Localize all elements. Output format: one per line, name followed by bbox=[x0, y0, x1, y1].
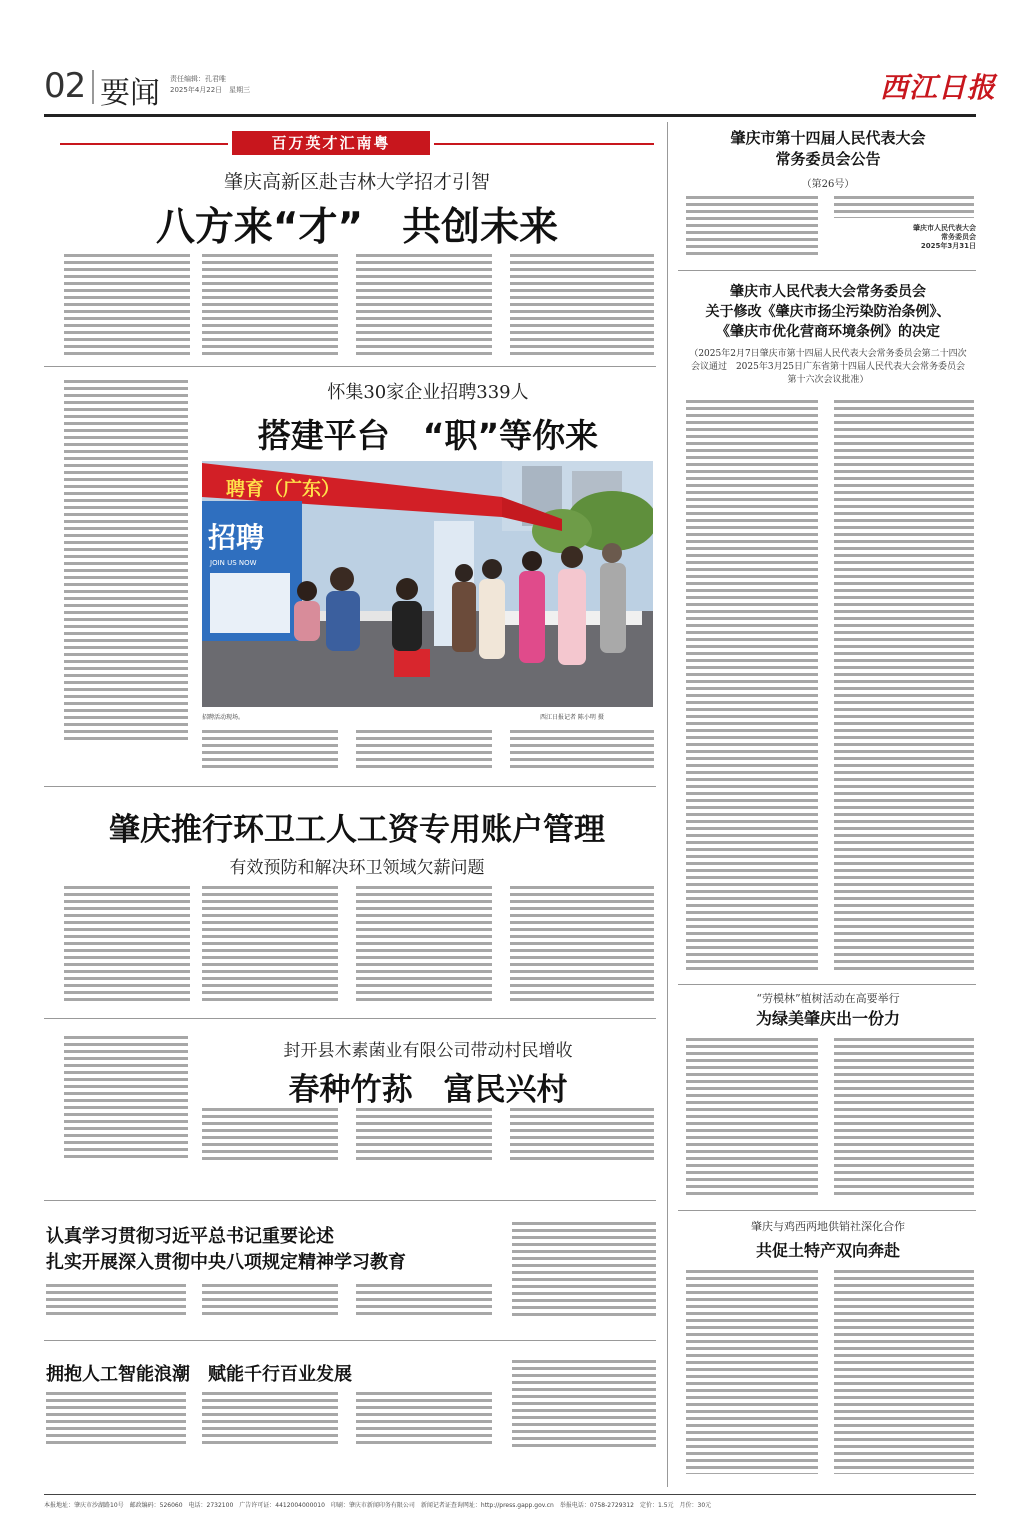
decision-title-line1: 肇庆市人民代表大会常务委员会 bbox=[730, 284, 926, 300]
bamboo-headline: 春种竹荪 富民兴村 bbox=[288, 1072, 568, 1108]
notice-number: （第26号） bbox=[801, 179, 855, 190]
jobs-body-col4 bbox=[510, 730, 654, 772]
notice-sign-line1: 肇庆市人民代表大会 bbox=[913, 224, 976, 232]
coop-body-col2 bbox=[834, 1270, 974, 1474]
volunteer-body-col1 bbox=[686, 1038, 818, 1196]
volunteer-headline: 为绿美肇庆出一份力 bbox=[755, 1009, 900, 1028]
volunteer-kicker: “劳模林”植树活动在高要举行 bbox=[756, 992, 900, 1005]
ai-body-col2 bbox=[202, 1392, 338, 1448]
edition-meta bbox=[170, 74, 250, 96]
study-headline-line1: 认真学习贯彻习近平总书记重要论述 bbox=[46, 1226, 334, 1247]
study-body-col4 bbox=[512, 1222, 656, 1318]
notice-sign-date: 2025年3月31日 bbox=[920, 242, 976, 250]
talent-body-col3 bbox=[356, 254, 492, 358]
right-column-divider bbox=[667, 122, 668, 1487]
bamboo-kicker: 封开县木素菌业有限公司带动村民增收 bbox=[283, 1041, 573, 1061]
decision-body-col1 bbox=[686, 400, 818, 970]
notice-title bbox=[678, 128, 978, 170]
talent-banner: 百万英才汇南粤 bbox=[232, 131, 430, 155]
bamboo-body-col1 bbox=[64, 1036, 188, 1162]
notice-rule bbox=[678, 270, 976, 271]
study-headline-line2: 扎实开展深入贯彻中央八项规定精神学习教育 bbox=[46, 1252, 406, 1273]
editor-line: 责任编辑：孔君唯 bbox=[170, 75, 226, 83]
decision-body-col2 bbox=[834, 400, 974, 970]
decision-note: （2025年2月7日肇庆市第十四届人民代表大会常务委员会第二十四次会议通过 2025年3月25日广东省第十四届人民代表大会常务委员会第十六次会议批准） bbox=[689, 349, 967, 385]
sanitation-body-col4 bbox=[510, 886, 654, 1004]
talent-body-col2 bbox=[202, 254, 338, 358]
banner-rule-right bbox=[434, 143, 654, 145]
notice-signature bbox=[880, 224, 976, 251]
job-fair-photo bbox=[202, 461, 653, 707]
notice-body-col2 bbox=[834, 196, 974, 218]
bamboo-body-col4 bbox=[510, 1108, 654, 1162]
footer-rule bbox=[44, 1494, 976, 1495]
notice-title-line2: 常务委员会公告 bbox=[775, 150, 881, 168]
sanitation-subhead: 有效预防和解决环卫领域欠薪问题 bbox=[229, 858, 485, 878]
notice-sign-line2: 常务委员会 bbox=[941, 233, 976, 241]
study-body-col2 bbox=[202, 1284, 338, 1318]
jobs-body-col1 bbox=[64, 380, 188, 740]
sanitation-body-col1 bbox=[64, 886, 190, 1004]
talent-body-col4 bbox=[510, 254, 654, 358]
recruit-sign-text: 招聘 bbox=[208, 521, 265, 554]
bamboo-story-rule bbox=[44, 1200, 656, 1201]
decision-rule bbox=[678, 984, 976, 985]
bamboo-body-col3 bbox=[356, 1108, 492, 1162]
coop-body-col1 bbox=[686, 1270, 818, 1474]
jobs-kicker: 怀集30家企业招聘339人 bbox=[327, 382, 529, 403]
study-body-col3 bbox=[356, 1284, 492, 1318]
photo-credit: 西江日报记者 陈小明 摄 bbox=[540, 714, 604, 721]
talent-kicker: 肇庆高新区赴吉林大学招才引智 bbox=[223, 171, 490, 193]
footer-info: 本报地址：肇庆市沙湖路10号 邮政编码：526060 电话：2732100 广告许可证：4412004000010 印刷：肇庆市新闻印务有限公司 新闻记者证查询网址：http://press.gapp.gov.cn 举报电话：0758-2729312 定价：1.5元 月价：30元 bbox=[44, 1502, 712, 1509]
masthead-rule bbox=[44, 114, 976, 117]
study-body-col1 bbox=[46, 1284, 186, 1318]
sanitation-headline: 肇庆推行环卫工人工资专用账户管理 bbox=[109, 812, 605, 848]
tent-banner-text: 聘育（广东） bbox=[226, 478, 341, 500]
decision-title-line2: 关于修改《肇庆市扬尘污染防治条例》、 bbox=[705, 304, 951, 320]
banner-rule-left bbox=[60, 143, 228, 145]
volunteer-rule bbox=[678, 1210, 976, 1211]
decision-title bbox=[678, 282, 978, 342]
talent-story-rule bbox=[44, 366, 656, 367]
section-title: 要闻 bbox=[100, 76, 160, 111]
jobs-story-rule bbox=[44, 786, 656, 787]
ai-headline: 拥抱人工智能浪潮 赋能千行百业发展 bbox=[46, 1364, 352, 1385]
page-number: 02 bbox=[44, 66, 86, 106]
notice-body-col1 bbox=[686, 196, 818, 256]
sanitation-body-col2 bbox=[202, 886, 338, 1004]
ai-body-col3 bbox=[356, 1392, 492, 1448]
job-fair-scene bbox=[202, 461, 653, 707]
talent-headline: 八方来“才” 共创未来 bbox=[155, 205, 559, 250]
photo-caption: 招聘活动现场。 bbox=[202, 714, 245, 721]
notice-title-line1: 肇庆市第十四届人民代表大会 bbox=[730, 129, 926, 147]
newspaper-logo: 西江日报 bbox=[880, 71, 997, 104]
volunteer-body-col2 bbox=[834, 1038, 974, 1196]
jobs-body-col3 bbox=[356, 730, 492, 772]
bamboo-body-col2 bbox=[202, 1108, 338, 1162]
sanitation-body-col3 bbox=[356, 886, 492, 1004]
coop-kicker: 肇庆与鸡西两地供销社深化合作 bbox=[751, 1220, 905, 1233]
talent-body-col1 bbox=[64, 254, 190, 358]
page-number-divider bbox=[92, 70, 94, 104]
study-story-rule bbox=[44, 1340, 656, 1341]
date-line: 2025年4月22日 星期三 bbox=[170, 86, 251, 94]
sanitation-story-rule bbox=[44, 1018, 656, 1019]
ai-body-col4 bbox=[512, 1360, 656, 1448]
recruit-sign-subtext: JOIN US NOW bbox=[210, 559, 257, 567]
ai-body-col1 bbox=[46, 1392, 186, 1448]
coop-headline: 共促土特产双向奔赴 bbox=[755, 1241, 900, 1260]
jobs-headline: 搭建平台 “职”等你来 bbox=[257, 416, 599, 455]
jobs-body-col2 bbox=[202, 730, 338, 772]
decision-title-line3: 《肇庆市优化营商环境条例》的决定 bbox=[716, 324, 940, 340]
